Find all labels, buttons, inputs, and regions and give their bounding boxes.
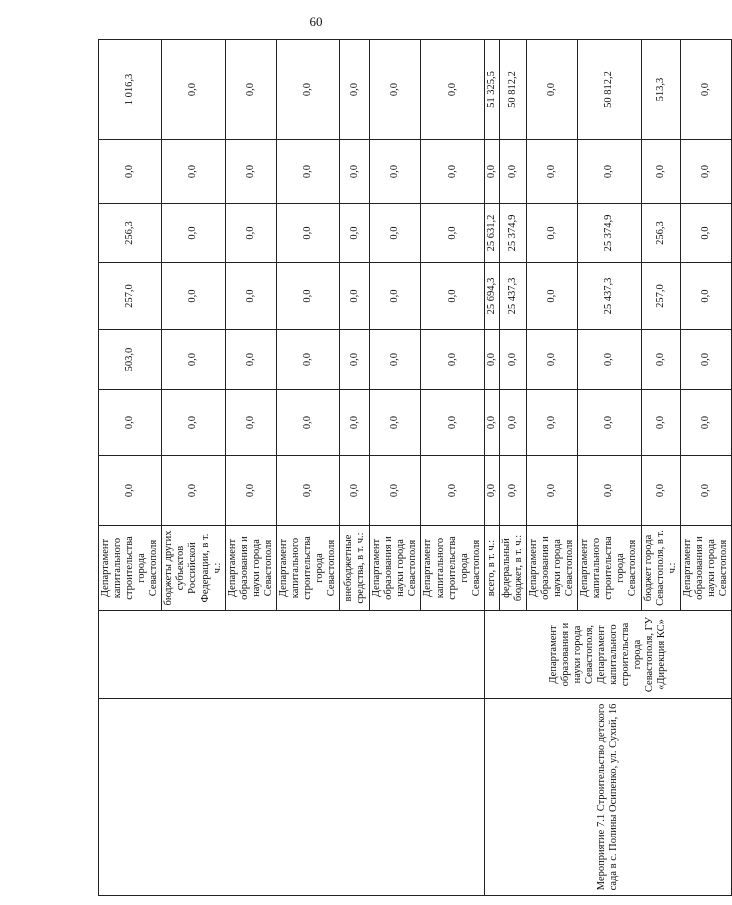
value-cell: 0,0 — [526, 263, 577, 330]
value-cell: 0,0 — [225, 40, 276, 140]
event-cell-empty — [99, 699, 485, 896]
budget-table — [98, 39, 732, 896]
value-cell: 0,0 — [421, 204, 484, 263]
value-cell: 0,0 — [641, 330, 680, 390]
event-title-cell: Мероприятие 7.1 Строительство детского сада в с. Полины Осипенко, ул. Сухий, 16 — [484, 699, 731, 896]
value-cell: 0,0 — [578, 140, 641, 204]
value-cell: 0,0 — [225, 456, 276, 526]
value-cell: 0,0 — [370, 204, 421, 263]
value-cell: 0,0 — [340, 40, 370, 140]
value-cell: 0,0 — [526, 140, 577, 204]
value-cell: 0,0 — [421, 330, 484, 390]
value-cell: 0,0 — [680, 40, 731, 140]
value-cell: 0,0 — [99, 390, 162, 456]
value-cell: 257,0 — [641, 263, 680, 330]
funding-source-cell: Департамент капитального строительства города Севастополя — [421, 526, 484, 611]
value-cell: 0,0 — [526, 330, 577, 390]
value-cell: 25 694,3 — [484, 263, 499, 330]
value-cell: 0,0 — [340, 140, 370, 204]
value-cell: 0,0 — [276, 330, 339, 390]
value-cell: 0,0 — [276, 263, 339, 330]
funding-source-cell: Департамент образования и науки города Севастополя — [225, 526, 276, 611]
executor-cell-empty — [99, 611, 485, 699]
value-cell: 0,0 — [370, 263, 421, 330]
executor-cell: Департамент образования и науки города Севастополя, Департамент капитального строительства города Севастополя, ГУ «Дирекция КС» — [484, 611, 731, 699]
value-cell: 0,0 — [578, 330, 641, 390]
value-cell: 0,0 — [680, 390, 731, 456]
value-cell: 51 325,5 — [484, 40, 499, 140]
value-cell: 50 812,2 — [499, 40, 526, 140]
value-cell: 0,0 — [162, 263, 225, 330]
value-cell: 0,0 — [421, 140, 484, 204]
value-cell: 0,0 — [370, 140, 421, 204]
value-cell: 0,0 — [276, 390, 339, 456]
value-cell: 0,0 — [526, 456, 577, 526]
value-cell: 0,0 — [276, 40, 339, 140]
value-cell: 0,0 — [225, 263, 276, 330]
value-cell: 0,0 — [680, 204, 731, 263]
value-cell: 0,0 — [225, 204, 276, 263]
value-cell: 0,0 — [276, 456, 339, 526]
value-cell: 0,0 — [370, 456, 421, 526]
value-cell: 0,0 — [370, 40, 421, 140]
value-cell: 0,0 — [99, 456, 162, 526]
value-cell: 25 631,2 — [484, 204, 499, 263]
value-cell: 0,0 — [162, 330, 225, 390]
funding-source-cell: федеральный бюджет, в т. ч.: — [499, 526, 526, 611]
funding-source-cell: бюджеты других субъектов Российской Федерации, в т. ч.: — [162, 526, 225, 611]
funding-source-cell: внебюджетные средства, в т. ч.: — [340, 526, 370, 611]
value-cell: 0,0 — [499, 140, 526, 204]
funding-source-cell: Департамент образования и науки города Севастополя — [680, 526, 731, 611]
value-cell: 0,0 — [499, 456, 526, 526]
value-cell: 0,0 — [499, 390, 526, 456]
value-cell: 0,0 — [276, 204, 339, 263]
value-cell: 0,0 — [421, 263, 484, 330]
value-cell: 0,0 — [276, 140, 339, 204]
value-cell: 0,0 — [340, 390, 370, 456]
value-cell: 257,0 — [99, 263, 162, 330]
value-cell: 0,0 — [421, 390, 484, 456]
value-cell: 0,0 — [340, 204, 370, 263]
value-cell: 25 374,9 — [578, 204, 641, 263]
funding-source-cell: всего, в т. ч.: — [484, 526, 499, 611]
funding-source-cell: Департамент капитального строительства города Севастополя — [276, 526, 339, 611]
value-cell: 0,0 — [370, 330, 421, 390]
funding-source-cell: Департамент образования и науки города Севастополя — [370, 526, 421, 611]
value-cell: 0,0 — [641, 456, 680, 526]
value-cell: 1 016,3 — [99, 40, 162, 140]
value-cell: 0,0 — [340, 330, 370, 390]
value-cell: 0,0 — [641, 390, 680, 456]
value-cell: 0,0 — [225, 330, 276, 390]
value-cell: 0,0 — [526, 390, 577, 456]
value-cell: 256,3 — [99, 204, 162, 263]
value-cell: 0,0 — [370, 390, 421, 456]
value-cell: 0,0 — [162, 390, 225, 456]
value-cell: 0,0 — [526, 40, 577, 140]
value-cell: 0,0 — [421, 456, 484, 526]
value-cell: 503,0 — [99, 330, 162, 390]
value-cell: 0,0 — [162, 40, 225, 140]
value-cell: 0,0 — [99, 140, 162, 204]
value-cell: 50 812,2 — [578, 40, 641, 140]
value-cell: 0,0 — [162, 456, 225, 526]
value-cell: 0,0 — [680, 263, 731, 330]
value-cell: 0,0 — [578, 390, 641, 456]
value-cell: 513,3 — [641, 40, 680, 140]
table-body — [99, 40, 732, 896]
value-cell: 0,0 — [484, 456, 499, 526]
value-cell: 0,0 — [526, 204, 577, 263]
page-number: 60 — [309, 14, 323, 29]
value-cell: 0,0 — [162, 204, 225, 263]
value-cell: 0,0 — [225, 140, 276, 204]
value-cell: 0,0 — [162, 140, 225, 204]
value-cell: 256,3 — [641, 204, 680, 263]
rotated-table-container — [98, 40, 729, 896]
value-cell: 0,0 — [484, 140, 499, 204]
value-cell: 25 374,9 — [499, 204, 526, 263]
value-cell: 0,0 — [421, 40, 484, 140]
value-cell: 25 437,3 — [578, 263, 641, 330]
funding-source-cell: бюджет города Севастополя, в т. ч.: — [641, 526, 680, 611]
table-row — [99, 40, 162, 896]
value-cell: 0,0 — [225, 390, 276, 456]
value-cell: 0,0 — [680, 330, 731, 390]
value-cell: 0,0 — [680, 140, 731, 204]
table-row — [484, 40, 499, 896]
value-cell: 25 437,3 — [499, 263, 526, 330]
funding-source-cell: Департамент капитального строительства города Севастополя — [99, 526, 162, 611]
funding-source-cell: Департамент капитального строительства города Севастополя — [578, 526, 641, 611]
value-cell: 0,0 — [680, 456, 731, 526]
funding-source-cell: Департамент образования и науки города Севастополя — [526, 526, 577, 611]
value-cell: 0,0 — [340, 263, 370, 330]
value-cell: 0,0 — [484, 330, 499, 390]
value-cell: 0,0 — [641, 140, 680, 204]
value-cell: 0,0 — [499, 330, 526, 390]
value-cell: 0,0 — [484, 390, 499, 456]
value-cell: 0,0 — [578, 456, 641, 526]
value-cell: 0,0 — [340, 456, 370, 526]
